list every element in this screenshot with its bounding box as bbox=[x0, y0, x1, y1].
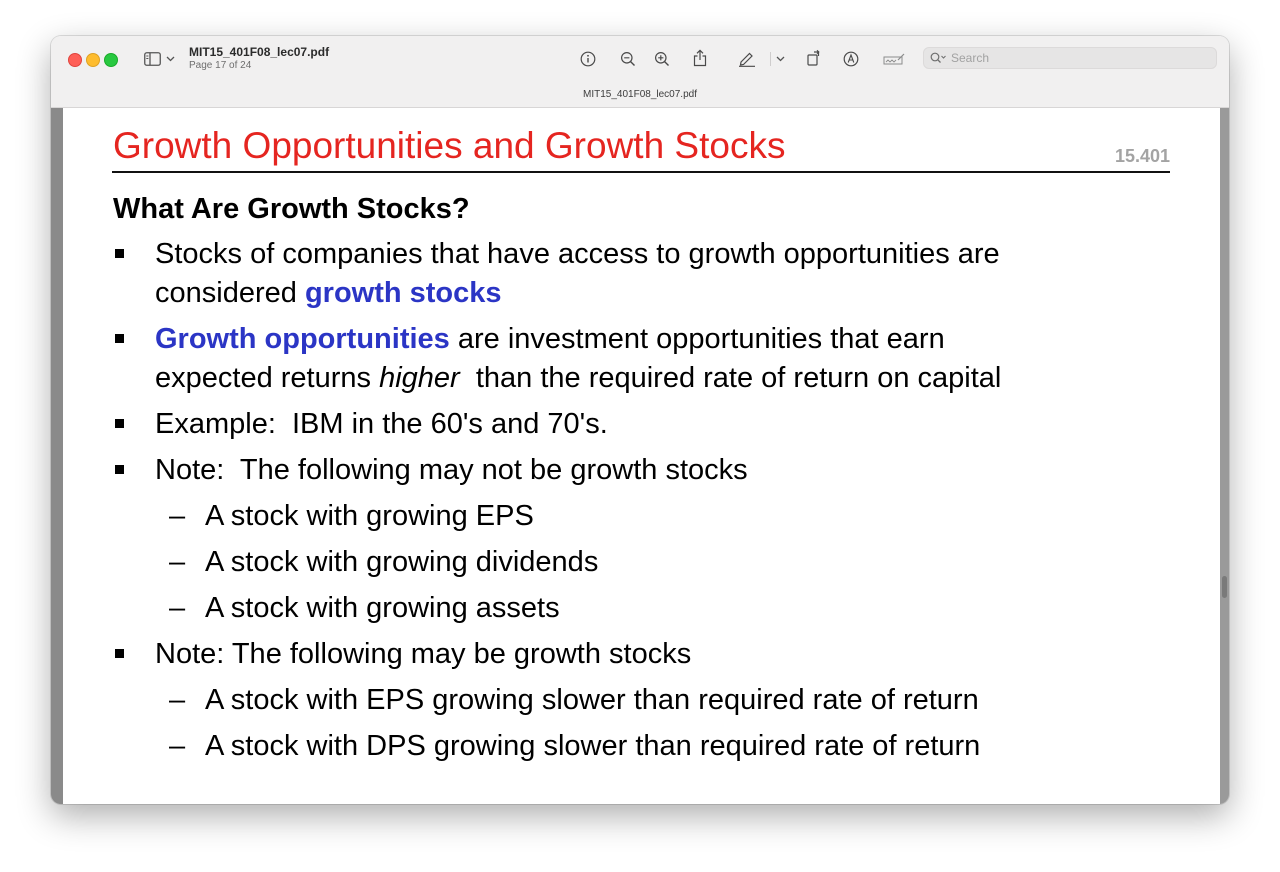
toolbar-divider bbox=[770, 52, 771, 66]
bullet-line: Stocks of companies that have access to growth opportunities are bbox=[155, 238, 1000, 270]
bullet-text: Note: The following may be growth stocks bbox=[155, 638, 692, 670]
dash-marker: – bbox=[169, 500, 186, 532]
search-placeholder: Search bbox=[951, 51, 990, 65]
sub-bullet-text: A stock with DPS growing slower than required rate of return bbox=[205, 730, 981, 762]
bullet-marker bbox=[115, 249, 124, 258]
vertical-scrollbar[interactable] bbox=[1220, 108, 1229, 804]
zoom-out-button[interactable] bbox=[620, 48, 636, 70]
bullet-line bbox=[155, 359, 1001, 398]
zoom-in-button[interactable] bbox=[654, 48, 670, 70]
course-number: 15.401 bbox=[1114, 146, 1170, 166]
scrollbar-thumb[interactable] bbox=[1222, 576, 1227, 598]
text-run: considered bbox=[155, 277, 305, 309]
dash-marker: – bbox=[169, 546, 186, 578]
text-run: are investment opportunities that earn bbox=[449, 323, 945, 355]
dash-marker: – bbox=[169, 684, 186, 716]
bullet-text: Example: IBM in the 60's and 70's. bbox=[155, 408, 608, 440]
highlight-options-button[interactable] bbox=[775, 48, 785, 70]
text-run: expected returns bbox=[155, 362, 380, 394]
sub-bullet-text: A stock with growing dividends bbox=[205, 546, 599, 578]
info-button[interactable] bbox=[580, 48, 596, 70]
bullet-text bbox=[155, 320, 1001, 398]
sub-bullet-text: A stock with growing EPS bbox=[205, 500, 534, 532]
minimize-window-button[interactable] bbox=[86, 53, 100, 67]
section-heading: What Are Growth Stocks? bbox=[113, 193, 470, 225]
sub-bullet-text: A stock with EPS growing slower than required rate of return bbox=[205, 684, 979, 716]
highlight-pen-icon bbox=[738, 51, 756, 67]
italic-term: higher bbox=[379, 362, 460, 394]
signature-icon bbox=[883, 52, 907, 66]
document-name: MIT15_401F08_lec07.pdf bbox=[189, 45, 330, 59]
sidebar-icon bbox=[144, 52, 161, 66]
bullet-item bbox=[113, 451, 1153, 490]
signature-button[interactable] bbox=[883, 48, 907, 70]
sub-bullet-text: A stock with growing assets bbox=[205, 592, 560, 624]
markup-button[interactable] bbox=[843, 48, 859, 70]
share-icon bbox=[693, 49, 707, 67]
rotate-icon bbox=[806, 49, 822, 67]
bullet-item bbox=[113, 235, 1153, 313]
left-gutter bbox=[51, 108, 63, 804]
chevron-down-icon bbox=[166, 56, 175, 62]
pdf-page bbox=[63, 108, 1220, 804]
highlight-term: Growth opportunities bbox=[155, 323, 450, 355]
zoom-window-button[interactable] bbox=[104, 53, 118, 67]
rotate-button[interactable] bbox=[806, 47, 822, 69]
document-viewport[interactable] bbox=[51, 108, 1229, 804]
chevron-down-icon bbox=[776, 56, 785, 62]
title-underline bbox=[112, 171, 1170, 173]
title-bar bbox=[51, 36, 1229, 108]
search-icon bbox=[930, 52, 947, 64]
bullet-marker bbox=[115, 334, 124, 343]
close-window-button[interactable] bbox=[68, 53, 82, 67]
bullet-marker bbox=[115, 649, 124, 658]
text-run: than the required rate of return on capital bbox=[459, 362, 1002, 394]
bullet-text: Note: The following may not be growth stocks bbox=[155, 454, 748, 486]
bullet-marker bbox=[115, 419, 124, 428]
info-icon bbox=[580, 51, 596, 67]
bullet-item bbox=[113, 635, 1153, 674]
sidebar-toggle-button[interactable] bbox=[143, 48, 161, 70]
page-indicator: Page 17 of 24 bbox=[189, 60, 252, 71]
sidebar-options-button[interactable] bbox=[165, 48, 175, 70]
tab-title: MIT15_401F08_lec07.pdf bbox=[583, 89, 697, 100]
dash-marker: – bbox=[169, 592, 186, 624]
zoom-in-icon bbox=[654, 51, 670, 67]
bullet-marker bbox=[115, 465, 124, 474]
bullet-item bbox=[113, 405, 1153, 444]
bullet-line bbox=[155, 320, 1001, 359]
search-field[interactable] bbox=[923, 47, 1217, 69]
highlight-term: growth stocks bbox=[304, 277, 502, 309]
slide-title: Growth Opportunities and Growth Stocks bbox=[113, 125, 786, 166]
bullet-line bbox=[155, 274, 1000, 313]
highlight-button[interactable] bbox=[738, 48, 756, 70]
markup-icon bbox=[843, 51, 859, 67]
bullet-text bbox=[155, 235, 1000, 313]
zoom-out-icon bbox=[620, 51, 636, 67]
preview-window bbox=[51, 36, 1229, 804]
dash-marker: – bbox=[169, 730, 186, 762]
share-button[interactable] bbox=[692, 47, 708, 69]
bullet-item bbox=[113, 320, 1153, 398]
